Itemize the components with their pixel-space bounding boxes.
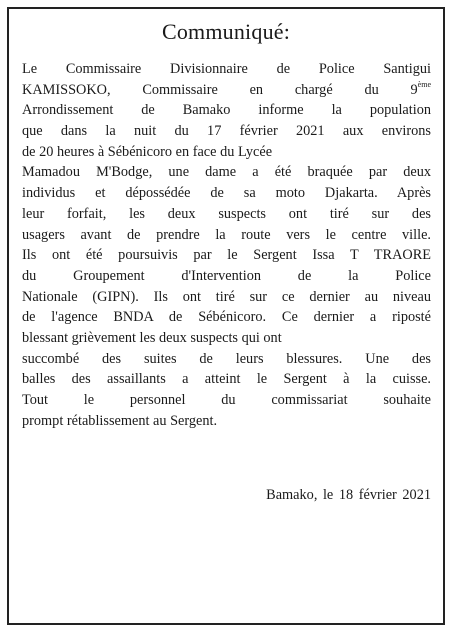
communique-title: Communiqué:: [161, 19, 291, 44]
communique-body: [22, 59, 431, 431]
body-line: que dans la nuit du 17 février 2021 aux environs: [22, 123, 431, 140]
body-line: de 20 heures à Sébénicoro en face du Lycée: [22, 143, 273, 160]
body-line: succombé des suites de leurs blessures. Une des: [22, 350, 431, 367]
body-line: individus et dépossédée de sa moto Djakarta. Après: [22, 185, 431, 202]
body-line: Arrondissement de Bamako informe la population: [22, 102, 431, 119]
body-line: Ils ont été poursuivis par le Sergent Issa T TRAORE: [22, 247, 431, 264]
place-and-date: Bamako, le 18 février 2021: [266, 487, 431, 503]
body-line: du Groupement d'Intervention de la Police: [22, 267, 431, 284]
body-line: blessant grièvement les deux suspects qui ont: [22, 329, 282, 346]
body-line: prompt rétablissement au Sergent.: [22, 412, 218, 429]
body-line: Le Commissaire Divisionnaire de Police Santigui: [22, 61, 431, 77]
body-line: Nationale (GIPN). Ils ont tiré sur ce dernier au niveau: [22, 288, 431, 305]
body-line: usagers avant de prendre la route vers le centre ville.: [22, 226, 431, 243]
body-line: balles des assaillants a atteint le Sergent à la cuisse.: [22, 371, 431, 388]
body-line: [22, 80, 431, 101]
body-line: leur forfait, les deux suspects ont tiré sur des: [22, 205, 431, 222]
body-line-text: KAMISSOKO, Commissaire en chargé du 9: [22, 81, 418, 98]
body-line: de l'agence BNDA de Sébénicoro. Ce dernier a riposté: [22, 309, 431, 326]
body-line: Mamadou M'Bodge, une dame a été braquée par deux: [22, 164, 431, 181]
ordinal-superscript: ème: [417, 79, 431, 89]
communique-frame: [7, 7, 445, 625]
body-line: Tout le personnel du commissariat souhaite: [22, 392, 431, 408]
